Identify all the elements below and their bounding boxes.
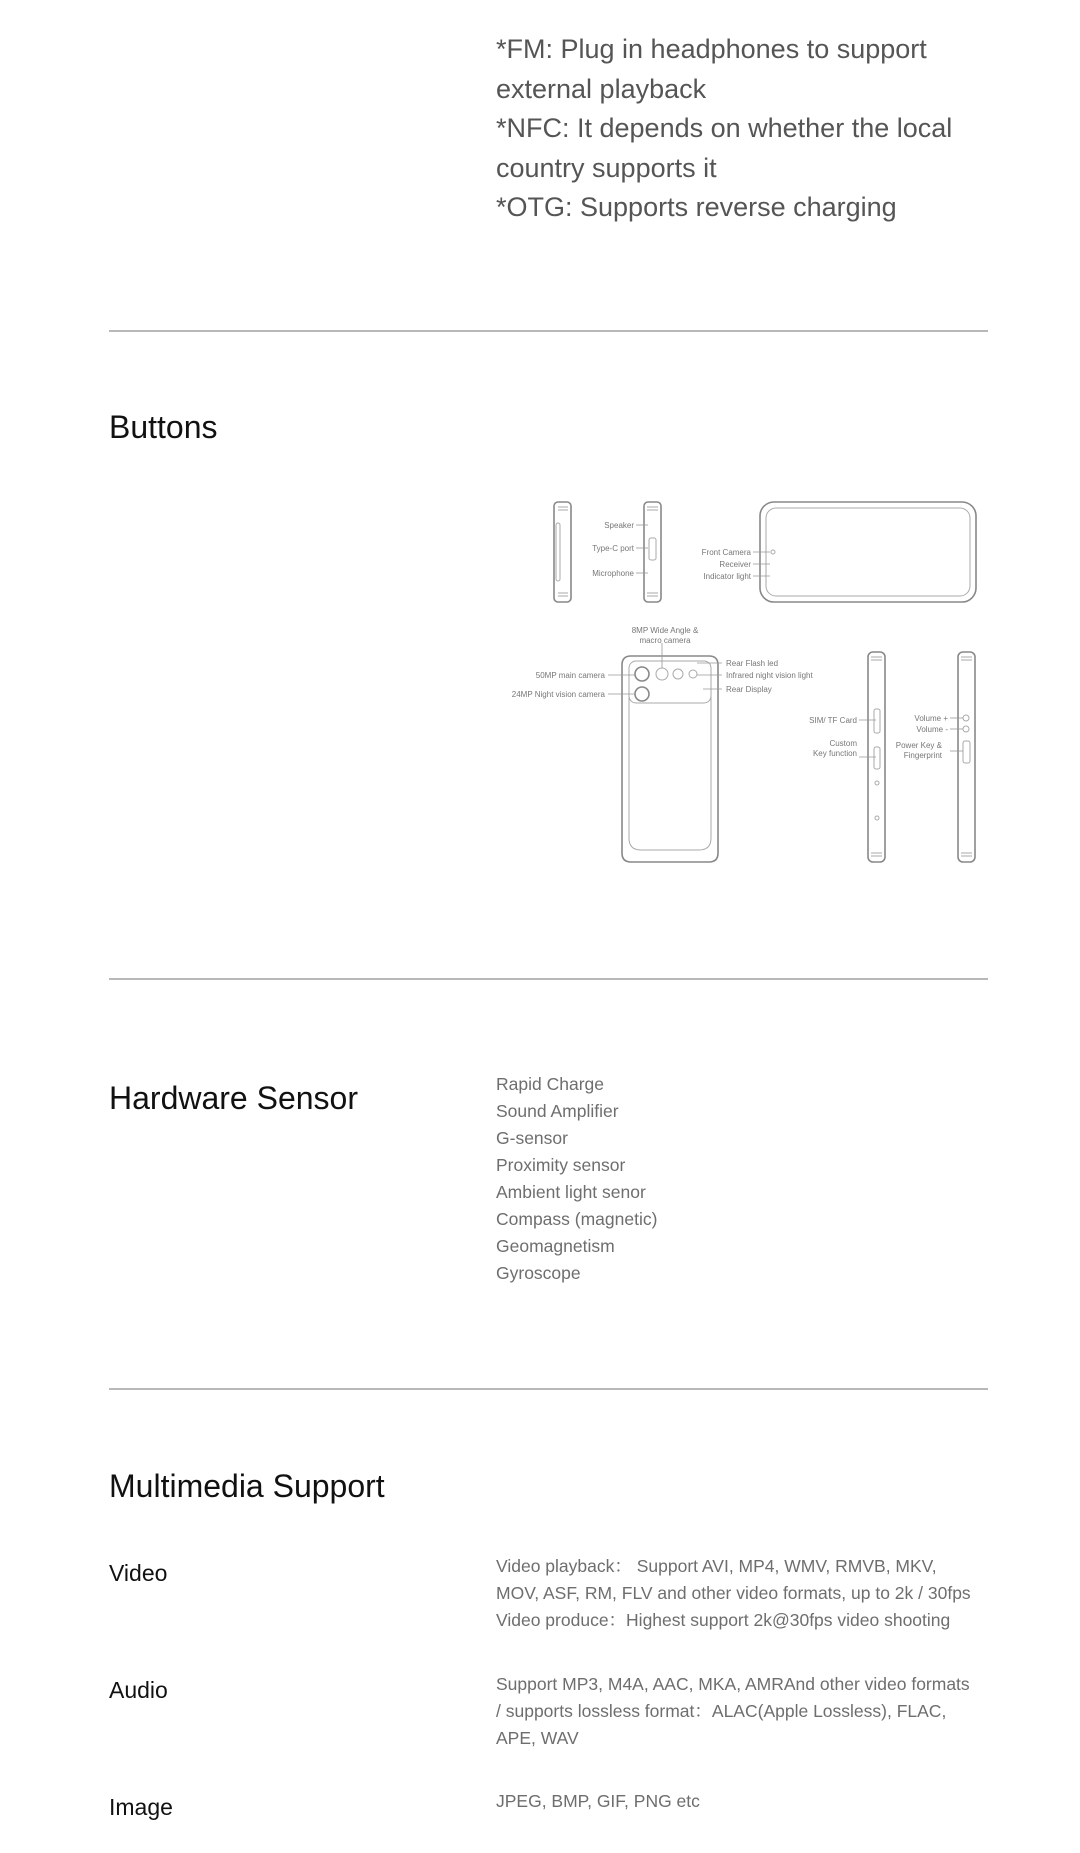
audio-spec (496, 1671, 1016, 1752)
divider (109, 978, 988, 980)
phone-side-view-sim (809, 652, 885, 862)
list-item: Geomagnetism (496, 1236, 615, 1256)
label-custom-key-1: Custom (829, 739, 857, 748)
spec-line: JPEG, BMP, GIF, PNG etc (496, 1791, 700, 1811)
spec-line: Video produce：Highest support 2k@30fps video shooting (496, 1610, 951, 1630)
label-power-key-2: Fingerprint (903, 751, 942, 760)
spec-line: MOV, ASF, RM, FLV and other video formats, up to 2k / 30fps (496, 1583, 971, 1603)
image-spec (496, 1788, 1016, 1815)
phone-side-view-volume (896, 652, 975, 862)
phone-rear-view (512, 626, 814, 862)
notes-block (496, 30, 1016, 228)
spec-line: Video playback： Support AVI, MP4, WMV, RMVB, MKV, (496, 1556, 937, 1576)
spec-line: / supports lossless format：ALAC(Apple Lossless), FLAC, (496, 1701, 947, 1721)
label-infrared: Infrared night vision light (726, 671, 813, 680)
phone-front-view (702, 502, 976, 602)
label-receiver: Receiver (719, 560, 751, 569)
label-volume-up: Volume + (914, 714, 948, 723)
list-item: G-sensor (496, 1128, 568, 1148)
label-volume-down: Volume - (916, 725, 948, 734)
note-line: *NFC: It depends on whether the local (496, 113, 953, 143)
note-line: *OTG: Supports reverse charging (496, 192, 897, 222)
audio-label: Audio (109, 1677, 168, 1703)
note-line: *FM: Plug in headphones to support (496, 34, 927, 64)
list-item: Ambient light senor (496, 1182, 646, 1202)
spec-line: Support MP3, M4A, AAC, MKA, AMRAnd other video formats (496, 1674, 970, 1694)
label-custom-key-2: Key function (812, 749, 857, 758)
label-speaker: Speaker (604, 521, 634, 530)
buttons-heading: Buttons (109, 409, 218, 445)
divider (109, 1388, 988, 1390)
label-wide-angle-1: 8MP Wide Angle & (631, 626, 699, 635)
label-indicator-light: Indicator light (703, 572, 751, 581)
phone-buttons-diagram (498, 493, 998, 873)
label-front-camera: Front Camera (701, 548, 751, 557)
image-label: Image (109, 1794, 173, 1820)
list-item: Compass (magnetic) (496, 1209, 658, 1229)
hardware-sensor-list (496, 1071, 1016, 1287)
list-item: Proximity sensor (496, 1155, 626, 1175)
label-power-key-1: Power Key & (895, 741, 942, 750)
label-rear-flash: Rear Flash led (726, 659, 779, 668)
multimedia-heading: Multimedia Support (109, 1468, 385, 1504)
phone-side-view-left (554, 502, 571, 602)
label-night-camera: 24MP Night vision camera (511, 690, 605, 699)
label-wide-angle-2: macro camera (639, 636, 691, 645)
divider (109, 330, 988, 332)
phone-bottom-view (592, 502, 661, 602)
label-rear-display: Rear Display (726, 685, 772, 694)
hardware-sensor-heading: Hardware Sensor (109, 1080, 358, 1116)
label-microphone: Microphone (592, 569, 634, 578)
note-line: country supports it (496, 152, 717, 183)
label-type-c: Type-C port (592, 544, 634, 553)
list-item: Gyroscope (496, 1263, 581, 1283)
video-label: Video (109, 1560, 168, 1586)
label-main-camera: 50MP main camera (535, 671, 605, 680)
video-spec (496, 1553, 1016, 1634)
spec-line: APE, WAV (496, 1728, 579, 1748)
label-sim-card: SIM/ TF Card (809, 716, 857, 725)
list-item: Sound Amplifier (496, 1101, 619, 1121)
list-item: Rapid Charge (496, 1074, 604, 1094)
note-line: external playback (496, 73, 707, 104)
